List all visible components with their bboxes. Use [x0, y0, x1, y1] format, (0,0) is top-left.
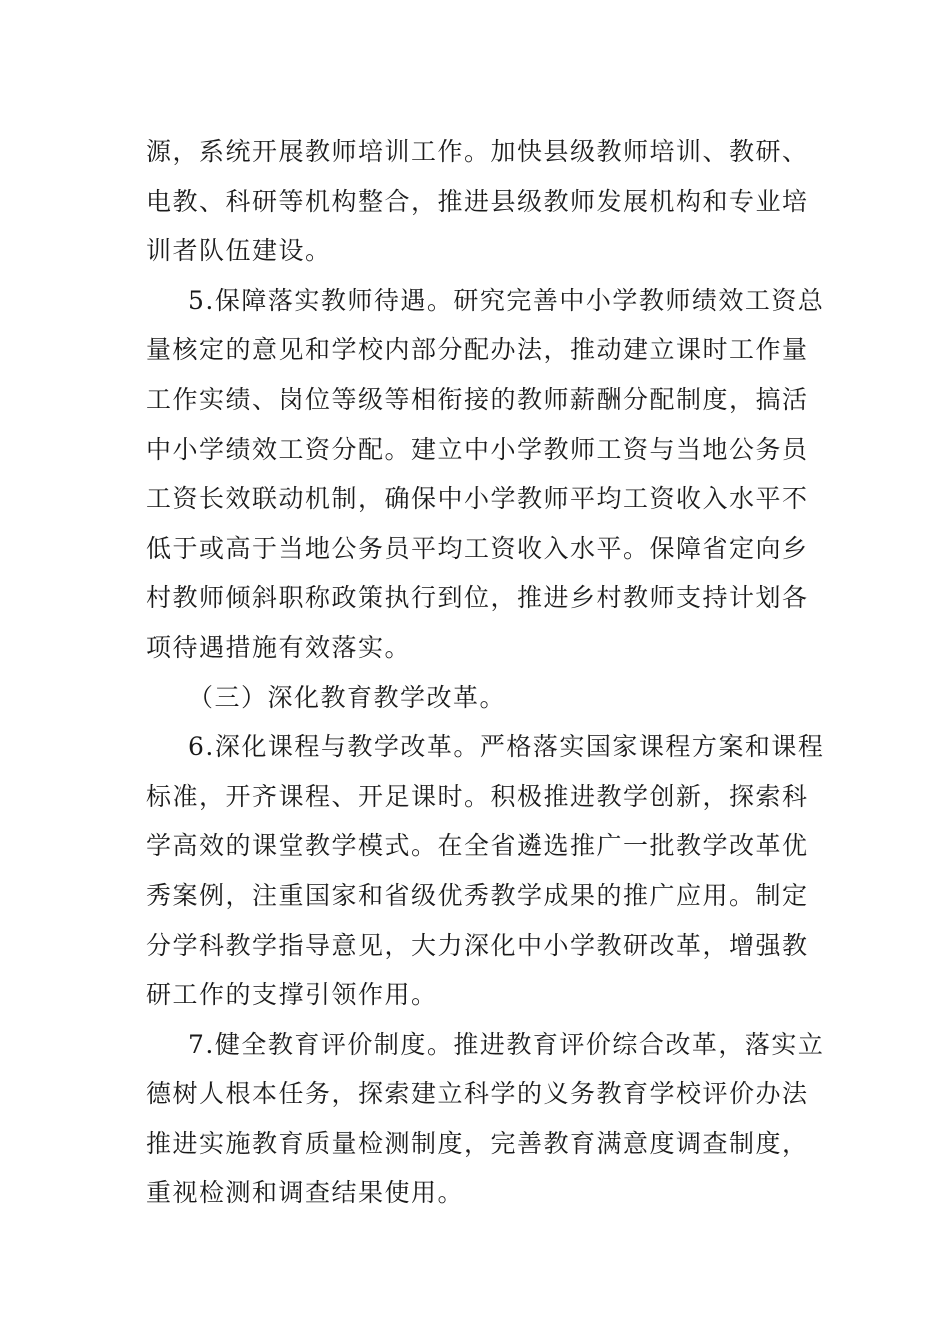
text-line: 训者队伍建设。 [146, 236, 332, 266]
text-line: 分学科教学指导意见，大力深化中小学教研改革，增强教 [146, 930, 809, 960]
paragraph-first-line: 6.深化课程与教学改革。严格落实国家课程方案和课程 [188, 732, 825, 762]
text-line: 源，系统开展教师培训工作。加快县级教师培训、教研、 [146, 137, 809, 166]
text-line: 德树人根本任务，探索建立科学的义务教育学校评价办法 [146, 1079, 809, 1109]
text-line: 电教、科研等机构整合，推进县级教师发展机构和专业培 [146, 186, 809, 216]
text-line: 低于或高于当地公务员平均工资收入水平。保障省定向乡 [146, 533, 809, 563]
paragraph-first-line: 7.健全教育评价制度。推进教育评价综合改革，落实立 [188, 1029, 825, 1059]
text-line: 项待遇措施有效落实。 [146, 632, 412, 662]
text-line: 中小学绩效工资分配。建立中小学教师工资与当地公务员 [146, 434, 809, 464]
text-line: 学高效的课堂教学模式。在全省遴选推广一批教学改革优 [146, 831, 809, 861]
text-line: 工资长效联动机制，确保中小学教师平均工资收入水平不 [146, 484, 809, 514]
text-line: 重视检测和调查结果使用。 [146, 1178, 465, 1208]
text-line: 秀案例，注重国家和省级优秀教学成果的推广应用。制定 [146, 880, 809, 910]
text-line: 标准，开齐课程、开足课时。积极推进教学创新，探索科 [146, 781, 809, 811]
paragraph-first-line: 5.保障落实教师待遇。研究完善中小学教师绩效工资总 [188, 285, 825, 315]
document-body [146, 127, 825, 1218]
text-line: 推进实施教育质量检测制度，完善教育满意度调查制度， [146, 1128, 809, 1158]
text-line: 研工作的支撑引领作用。 [146, 980, 438, 1010]
text-line: 村教师倾斜职称政策执行到位，推进乡村教师支持计划各 [146, 583, 809, 613]
text-line: 量核定的意见和学校内部分配办法，推动建立课时工作量 [146, 335, 809, 365]
text-line: 工作实绩、岗位等级等相衔接的教师薪酬分配制度，搞活 [146, 384, 809, 414]
paragraph-first-line: （三）深化教育教学改革。 [188, 682, 507, 712]
